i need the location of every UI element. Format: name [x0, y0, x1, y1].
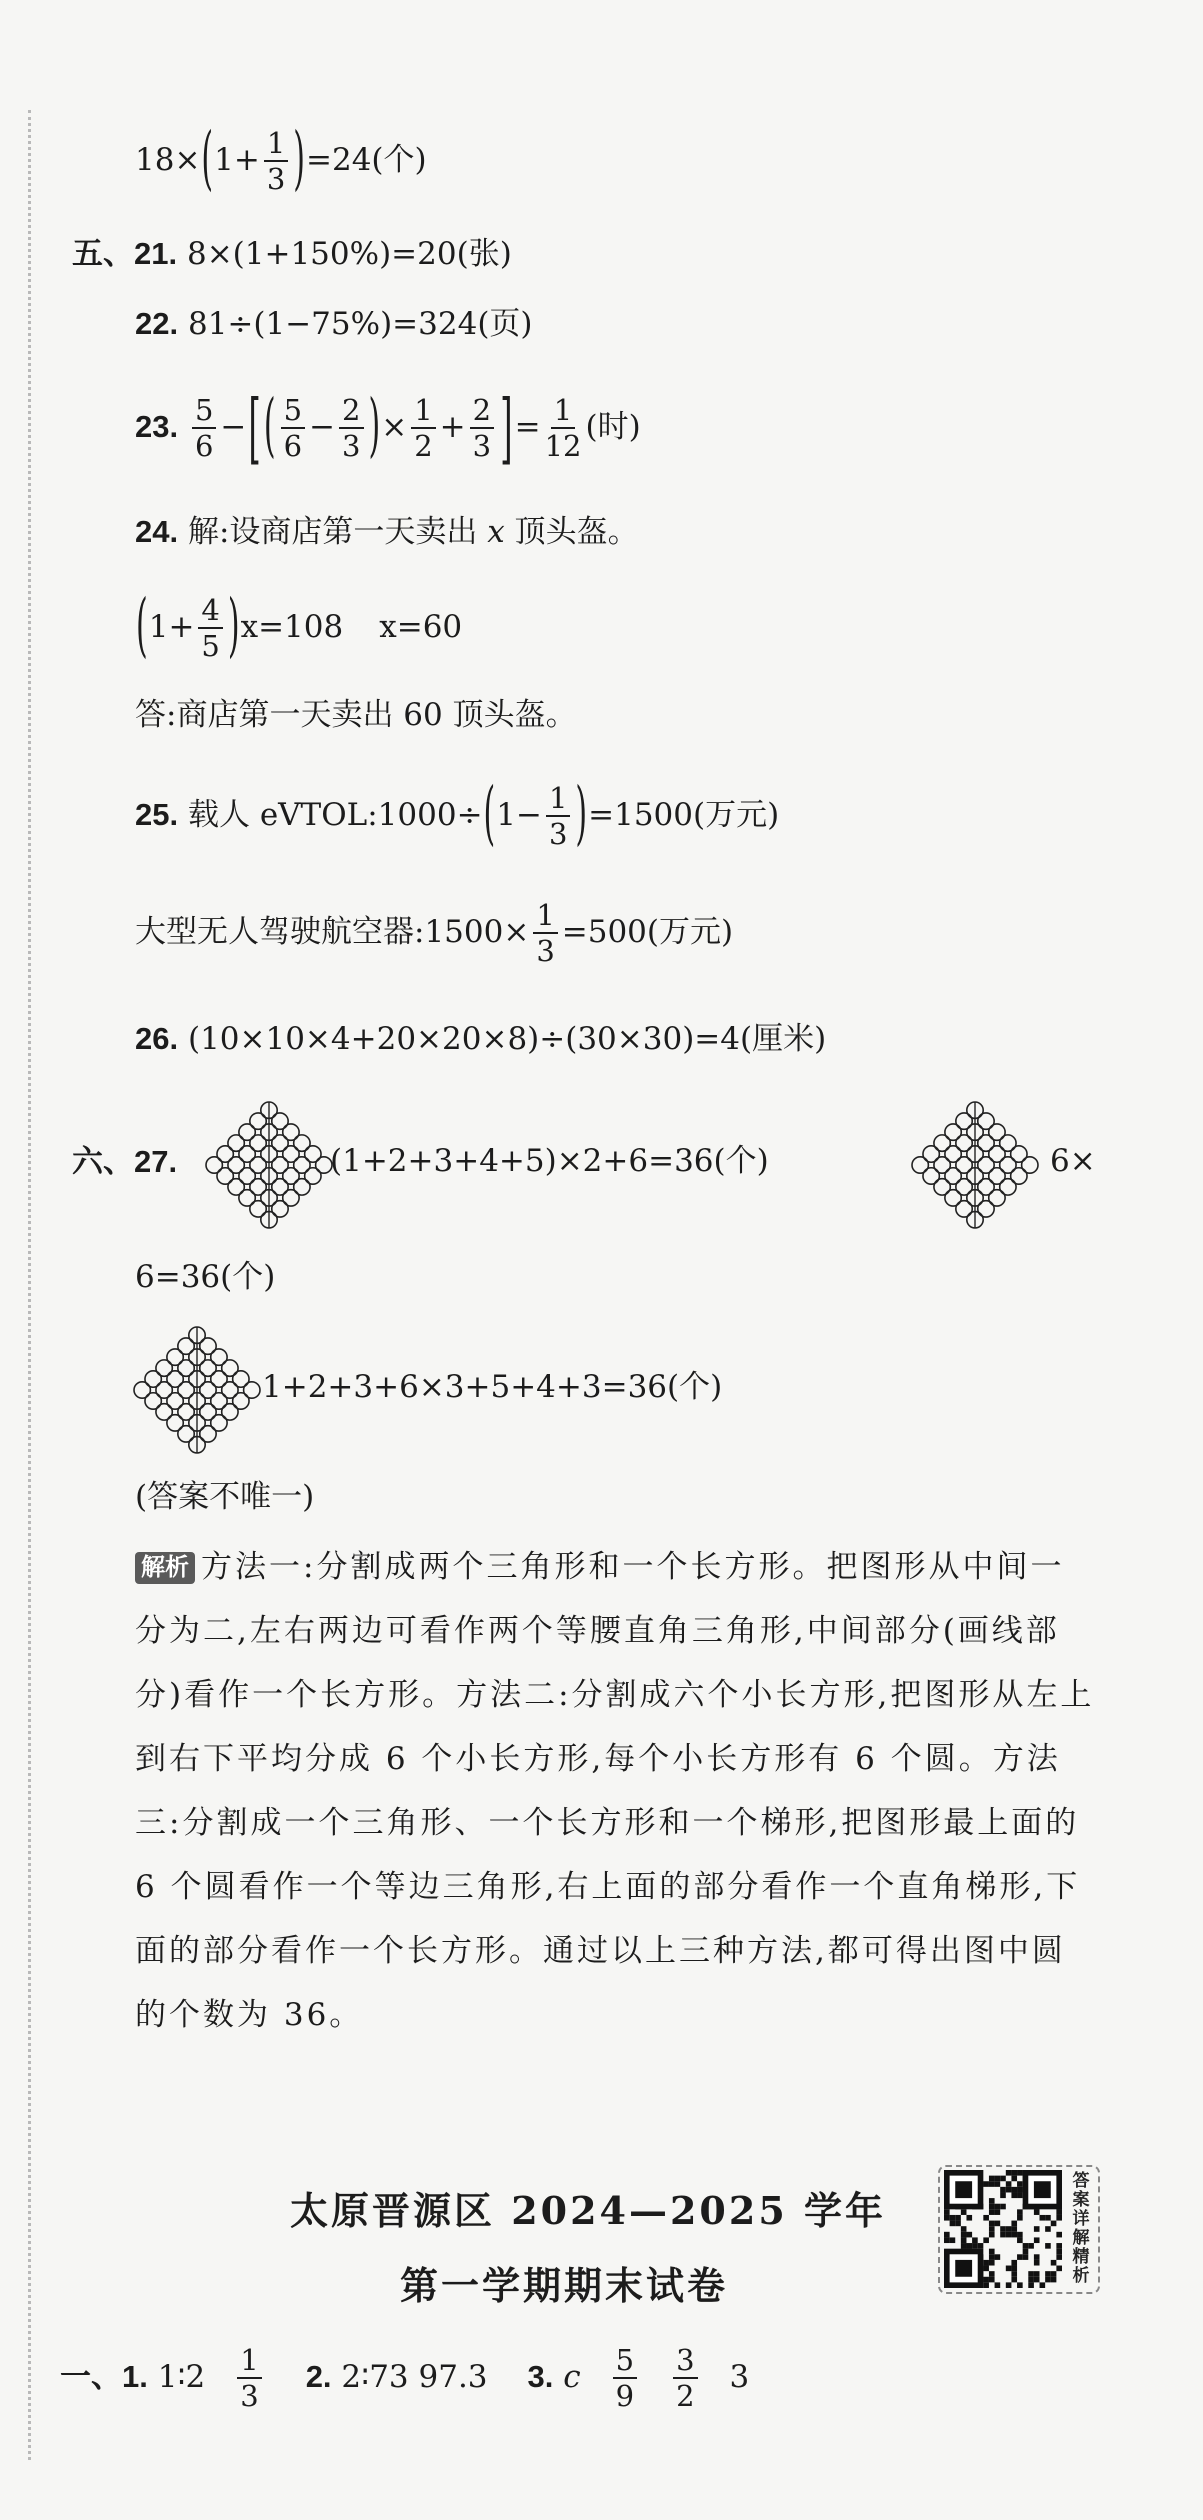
circle-mark	[941, 1121, 964, 1144]
circle-mark	[268, 1110, 291, 1133]
circle-mark	[279, 1186, 302, 1209]
answer-text: 81÷(1−75%)=324(页)	[187, 306, 533, 342]
q27-method-2-b: 6=36(个)	[135, 1259, 276, 1295]
qr-label: 答案详解精析	[1072, 2171, 1090, 2285]
circle-mark	[207, 1367, 230, 1390]
fraction: $\frac{1}{3}$	[264, 128, 288, 195]
circle-mark	[1007, 1142, 1030, 1165]
exam-title: 太原晋源区 2024—2025 学年	[290, 2188, 886, 2233]
circle-mark	[207, 1389, 230, 1412]
circle-mark	[174, 1356, 197, 1379]
circle-mark	[207, 1346, 230, 1369]
circle-mark	[225, 1175, 248, 1198]
analysis-tag: 解析	[135, 1552, 195, 1584]
analysis-text: 方法一:分割成两个三角形和一个长方形。把图形从中间一分为二,左右两边可看作两个等腰直角三角形,中间部分(画线部分)看作一个长方形。方法二:分割成六个小长方形,把图形从左上到右下平均分成 6 个小长方形,每个小长方形有 6 个圆。方法三:分割成一个三角形、一个长方形和一个梯形,把图形最上面的 6 个圆看作一个等边三角形,右上面的部分看作一个直角梯形,下面的部分看作一个长方形。通过以上三种方法,都可得出图中圆的个数为 36。	[135, 1549, 1095, 2033]
answer-text: 8×(1+150%)=20(张)	[186, 236, 512, 272]
circle-mark	[974, 1153, 997, 1176]
question-number: 24.	[135, 514, 179, 549]
answer-text: (10×10×4+20×20×8)÷(30×30)=4(厘米)	[187, 1021, 827, 1057]
question-number: 22.	[135, 306, 179, 341]
circle-mark	[204, 1153, 226, 1176]
circle-mark	[246, 1131, 269, 1154]
exam-subtitle: 第一学期期末试卷	[400, 2263, 729, 2308]
circle-mark	[163, 1389, 186, 1412]
circle-mark	[279, 1142, 302, 1165]
margin-dotted-line	[28, 110, 31, 2460]
circle-mark	[952, 1197, 975, 1220]
circle-mark	[229, 1367, 252, 1390]
circle-mark	[301, 1142, 324, 1165]
circle-mark	[153, 1378, 176, 1401]
section-1-answers: 一、1. 1∶2 $\frac{1}{3}$ 2. 2∶73 97.3 3. c $\frac{5}{9}$ $\frac{3}{2}$ 3	[60, 2343, 750, 2414]
circle-mark	[974, 1175, 997, 1198]
q27-method-1: (1+2+3+4+5)×2+6=36(个)	[330, 1143, 769, 1179]
question-24-equation: (1+ $\frac{4}{5}$ )x=108 x=60	[136, 587, 463, 668]
question-26	[135, 1023, 826, 1055]
question-24: 24. 解:设商店第一天卖出 x 顶头盔。	[135, 514, 639, 550]
circle-mark	[142, 1389, 165, 1412]
circle-mark	[996, 1175, 1019, 1198]
circle-mark	[985, 1121, 1008, 1144]
circle-mark	[174, 1335, 197, 1358]
circle-mark	[931, 1175, 954, 1198]
circle-mark	[941, 1186, 964, 1209]
circle-mark	[196, 1356, 219, 1379]
question-number: 23.	[135, 408, 179, 444]
circle-mark	[153, 1400, 176, 1423]
qr-code-icon	[944, 2170, 1062, 2288]
circle-mark	[235, 1142, 258, 1165]
circle-mark	[952, 1153, 975, 1176]
circle-mark	[952, 1131, 975, 1154]
analysis-paragraph	[135, 1535, 1095, 2047]
circle-mark	[240, 1378, 262, 1401]
circle-mark	[218, 1378, 241, 1401]
question-number: 26.	[135, 1021, 179, 1056]
circle-mark	[235, 1164, 258, 1187]
circle-mark	[920, 1142, 943, 1165]
question-number: 27.	[134, 1144, 178, 1179]
circle-mark	[941, 1142, 964, 1165]
section-number: 六、	[72, 1144, 134, 1180]
circle-mark	[163, 1346, 186, 1369]
circle-mark	[142, 1367, 165, 1390]
circle-mark	[235, 1186, 258, 1209]
circle-mark	[207, 1411, 230, 1434]
circle-mark	[974, 1110, 997, 1133]
circle-mark	[920, 1164, 943, 1187]
formula-text: =24(个)	[306, 141, 427, 178]
formula-text: 1+	[214, 141, 260, 178]
q27-method-2-a: 6×	[1050, 1143, 1096, 1179]
qr-code-box[interactable]	[938, 2165, 1100, 2294]
question-21	[72, 238, 512, 270]
circle-mark	[301, 1164, 324, 1187]
question-number: 25.	[135, 796, 179, 832]
circle-mark	[279, 1164, 302, 1187]
circle-mark	[246, 1110, 269, 1133]
circle-mark	[985, 1186, 1008, 1209]
circle-mark	[268, 1197, 291, 1220]
circle-diamond-diagram-1	[204, 1100, 334, 1230]
circle-mark	[246, 1153, 269, 1176]
circle-mark	[163, 1367, 186, 1390]
circle-mark	[268, 1131, 291, 1154]
question-25-line2: 大型无人驾驶航空器:1500× $\frac{1}{3}$ =500(万元)	[135, 898, 734, 969]
circle-mark	[246, 1197, 269, 1220]
circle-mark	[196, 1422, 219, 1445]
formula-text: 18×	[135, 141, 201, 178]
circle-mark	[218, 1400, 241, 1423]
circle-mark	[931, 1131, 954, 1154]
circle-mark	[279, 1121, 302, 1144]
question-23: 23. $\frac{5}{6}$ −[ ( $\frac{5}{6}$ − $\frac{2}{3}$ )× $\frac{1}{2}$ + $\frac{2}{3}$ ]= $\frac{1}{12}$ (时)	[135, 382, 641, 475]
circle-mark	[985, 1164, 1008, 1187]
circle-mark	[1007, 1164, 1030, 1187]
circle-mark	[214, 1164, 237, 1187]
circle-mark	[163, 1411, 186, 1434]
circle-mark	[312, 1153, 334, 1176]
question-number: 21.	[134, 236, 178, 271]
circle-mark	[268, 1175, 291, 1198]
circle-mark	[196, 1378, 219, 1401]
question-24-answer: 答:商店第一天卖出 60 顶头盔。	[135, 697, 577, 733]
circle-mark	[174, 1378, 197, 1401]
circle-mark	[229, 1389, 252, 1412]
circle-mark	[952, 1110, 975, 1133]
circle-mark	[196, 1400, 219, 1423]
circle-mark	[290, 1153, 313, 1176]
circle-mark	[996, 1153, 1019, 1176]
circle-mark	[196, 1335, 219, 1358]
circle-mark	[153, 1356, 176, 1379]
circle-mark	[225, 1131, 248, 1154]
circle-diamond-diagram-3	[132, 1325, 262, 1455]
circle-mark	[941, 1164, 964, 1187]
circle-mark	[910, 1153, 932, 1176]
circle-mark	[985, 1142, 1008, 1165]
question-22	[135, 308, 533, 340]
circle-mark	[974, 1131, 997, 1154]
circle-mark	[218, 1356, 241, 1379]
circle-mark	[290, 1175, 313, 1198]
circle-mark	[132, 1378, 154, 1401]
question-27	[72, 1146, 177, 1178]
formula-line-1: 18×(1+ $\frac{1}{3}$ )=24(个)	[135, 120, 427, 201]
circle-mark	[214, 1142, 237, 1165]
circle-mark	[1018, 1153, 1040, 1176]
circle-mark	[225, 1153, 248, 1176]
q27-method-3: 1+2+3+6×3+5+4+3=36(个)	[262, 1369, 723, 1405]
circle-mark	[235, 1121, 258, 1144]
circle-mark	[174, 1400, 197, 1423]
circle-mark	[268, 1153, 291, 1176]
circle-mark	[996, 1131, 1019, 1154]
circle-mark	[290, 1131, 313, 1154]
circle-mark	[246, 1175, 269, 1198]
circle-mark	[974, 1197, 997, 1220]
section-number: 五、	[72, 236, 134, 272]
question-25: 25. 载人 eVTOL:1000÷(1− $\frac{1}{3}$ )=1500(万元)	[135, 775, 780, 856]
q27-note: (答案不唯一)	[135, 1479, 315, 1515]
circle-diamond-diagram-2	[910, 1100, 1040, 1230]
circle-mark	[931, 1153, 954, 1176]
circle-mark	[174, 1422, 197, 1445]
circle-mark	[952, 1175, 975, 1198]
